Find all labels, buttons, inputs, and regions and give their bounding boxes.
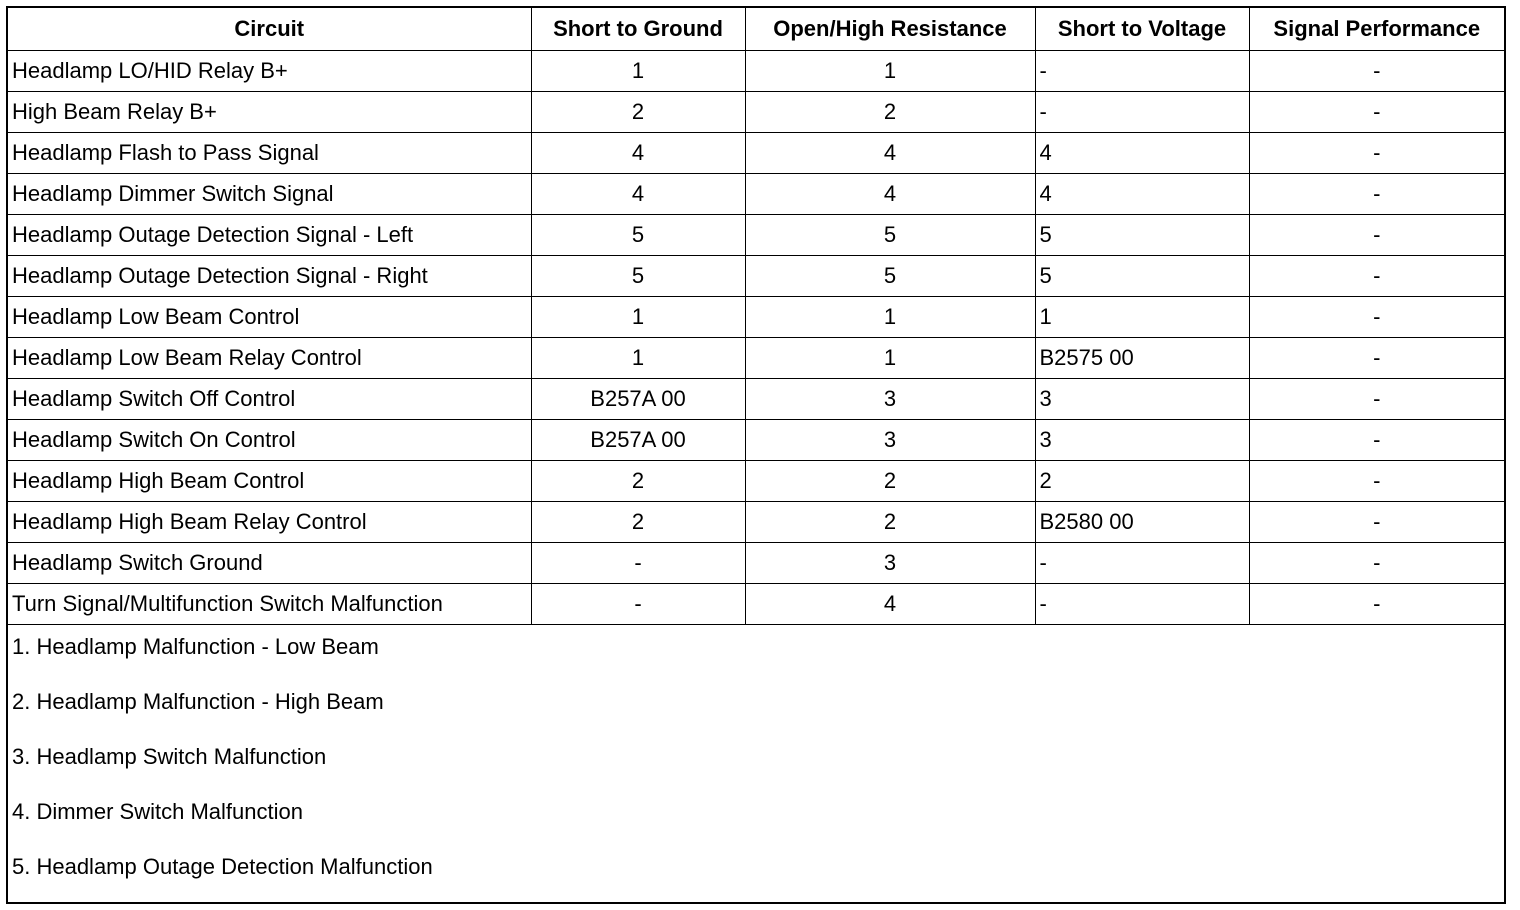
cell-signal-performance: - <box>1249 214 1504 255</box>
cell-circuit: High Beam Relay B+ <box>8 91 531 132</box>
cell-short-to-ground: 5 <box>531 214 745 255</box>
header-row <box>8 8 1504 50</box>
cell-circuit: Turn Signal/Multifunction Switch Malfunction <box>8 583 531 624</box>
cell-short-to-voltage: - <box>1035 91 1249 132</box>
cell-open-high-resistance: 1 <box>745 337 1035 378</box>
table-row <box>8 296 1504 337</box>
cell-short-to-voltage: - <box>1035 50 1249 91</box>
cell-open-high-resistance: 3 <box>745 542 1035 583</box>
table-row <box>8 214 1504 255</box>
table-row <box>8 419 1504 460</box>
cell-short-to-ground: B257A 00 <box>531 419 745 460</box>
header-short-to-voltage: Short to Voltage <box>1035 8 1249 50</box>
cell-short-to-ground: 1 <box>531 50 745 91</box>
cell-short-to-ground: 1 <box>531 337 745 378</box>
cell-open-high-resistance: 1 <box>745 296 1035 337</box>
cell-short-to-voltage: 4 <box>1035 132 1249 173</box>
cell-signal-performance: - <box>1249 542 1504 583</box>
cell-open-high-resistance: 2 <box>745 501 1035 542</box>
table-row <box>8 542 1504 583</box>
header-open-high-resistance: Open/High Resistance <box>745 8 1035 50</box>
table-row <box>8 132 1504 173</box>
cell-short-to-voltage: - <box>1035 542 1249 583</box>
cell-signal-performance: - <box>1249 460 1504 501</box>
header-short-to-ground: Short to Ground <box>531 8 745 50</box>
cell-circuit: Headlamp Switch On Control <box>8 419 531 460</box>
cell-signal-performance: - <box>1249 132 1504 173</box>
note-item: 4. Dimmer Switch Malfunction <box>12 798 303 824</box>
cell-open-high-resistance: 1 <box>745 50 1035 91</box>
cell-circuit: Headlamp High Beam Control <box>8 460 531 501</box>
cell-short-to-ground: - <box>531 583 745 624</box>
table-row <box>8 501 1504 542</box>
cell-signal-performance: - <box>1249 501 1504 542</box>
cell-short-to-voltage: 5 <box>1035 255 1249 296</box>
cell-open-high-resistance: 3 <box>745 419 1035 460</box>
table-row <box>8 173 1504 214</box>
cell-open-high-resistance: 4 <box>745 173 1035 214</box>
cell-signal-performance: - <box>1249 50 1504 91</box>
cell-short-to-voltage: B2575 00 <box>1035 337 1249 378</box>
cell-short-to-voltage: 5 <box>1035 214 1249 255</box>
cell-signal-performance: - <box>1249 378 1504 419</box>
cell-short-to-ground: 1 <box>531 296 745 337</box>
cell-circuit: Headlamp Outage Detection Signal - Left <box>8 214 531 255</box>
cell-signal-performance: - <box>1249 337 1504 378</box>
cell-open-high-resistance: 4 <box>745 583 1035 624</box>
table-row <box>8 255 1504 296</box>
cell-short-to-ground: 2 <box>531 501 745 542</box>
cell-signal-performance: - <box>1249 255 1504 296</box>
cell-signal-performance: - <box>1249 583 1504 624</box>
cell-short-to-ground: 2 <box>531 460 745 501</box>
cell-short-to-voltage: 3 <box>1035 378 1249 419</box>
cell-short-to-ground: 4 <box>531 173 745 214</box>
cell-circuit: Headlamp Switch Ground <box>8 542 531 583</box>
cell-circuit: Headlamp Flash to Pass Signal <box>8 132 531 173</box>
table-row <box>8 583 1504 624</box>
cell-short-to-ground: B257A 00 <box>531 378 745 419</box>
cell-open-high-resistance: 5 <box>745 255 1035 296</box>
table-row <box>8 91 1504 132</box>
cell-short-to-voltage: 4 <box>1035 173 1249 214</box>
table-body <box>8 50 1504 624</box>
cell-circuit: Headlamp Low Beam Relay Control <box>8 337 531 378</box>
circuit-table <box>8 8 1504 625</box>
cell-circuit: Headlamp Switch Off Control <box>8 378 531 419</box>
cell-open-high-resistance: 2 <box>745 91 1035 132</box>
cell-short-to-voltage: B2580 00 <box>1035 501 1249 542</box>
cell-short-to-voltage: - <box>1035 583 1249 624</box>
header-circuit: Circuit <box>8 8 531 50</box>
note-item: 2. Headlamp Malfunction - High Beam <box>12 688 384 714</box>
cell-short-to-voltage: 2 <box>1035 460 1249 501</box>
table-row <box>8 378 1504 419</box>
cell-signal-performance: - <box>1249 91 1504 132</box>
cell-short-to-ground: 2 <box>531 91 745 132</box>
cell-circuit: Headlamp LO/HID Relay B+ <box>8 50 531 91</box>
diagnostic-table-frame <box>6 6 1506 904</box>
cell-circuit: Headlamp High Beam Relay Control <box>8 501 531 542</box>
cell-signal-performance: - <box>1249 296 1504 337</box>
table-row <box>8 50 1504 91</box>
cell-short-to-voltage: 1 <box>1035 296 1249 337</box>
cell-signal-performance: - <box>1249 419 1504 460</box>
cell-open-high-resistance: 3 <box>745 378 1035 419</box>
cell-circuit: Headlamp Outage Detection Signal - Right <box>8 255 531 296</box>
cell-short-to-ground: 4 <box>531 132 745 173</box>
note-item: 5. Headlamp Outage Detection Malfunction <box>12 853 433 879</box>
note-item: 3. Headlamp Switch Malfunction <box>12 743 327 769</box>
header-signal-performance: Signal Performance <box>1249 8 1504 50</box>
cell-open-high-resistance: 2 <box>745 460 1035 501</box>
cell-signal-performance: - <box>1249 173 1504 214</box>
cell-circuit: Headlamp Dimmer Switch Signal <box>8 173 531 214</box>
cell-short-to-voltage: 3 <box>1035 419 1249 460</box>
cell-circuit: Headlamp Low Beam Control <box>8 296 531 337</box>
cell-short-to-ground: - <box>531 542 745 583</box>
cell-short-to-ground: 5 <box>531 255 745 296</box>
table-row <box>8 337 1504 378</box>
notes-section <box>8 625 1504 908</box>
table-row <box>8 460 1504 501</box>
note-item: 1. Headlamp Malfunction - Low Beam <box>12 633 379 659</box>
cell-open-high-resistance: 5 <box>745 214 1035 255</box>
cell-open-high-resistance: 4 <box>745 132 1035 173</box>
